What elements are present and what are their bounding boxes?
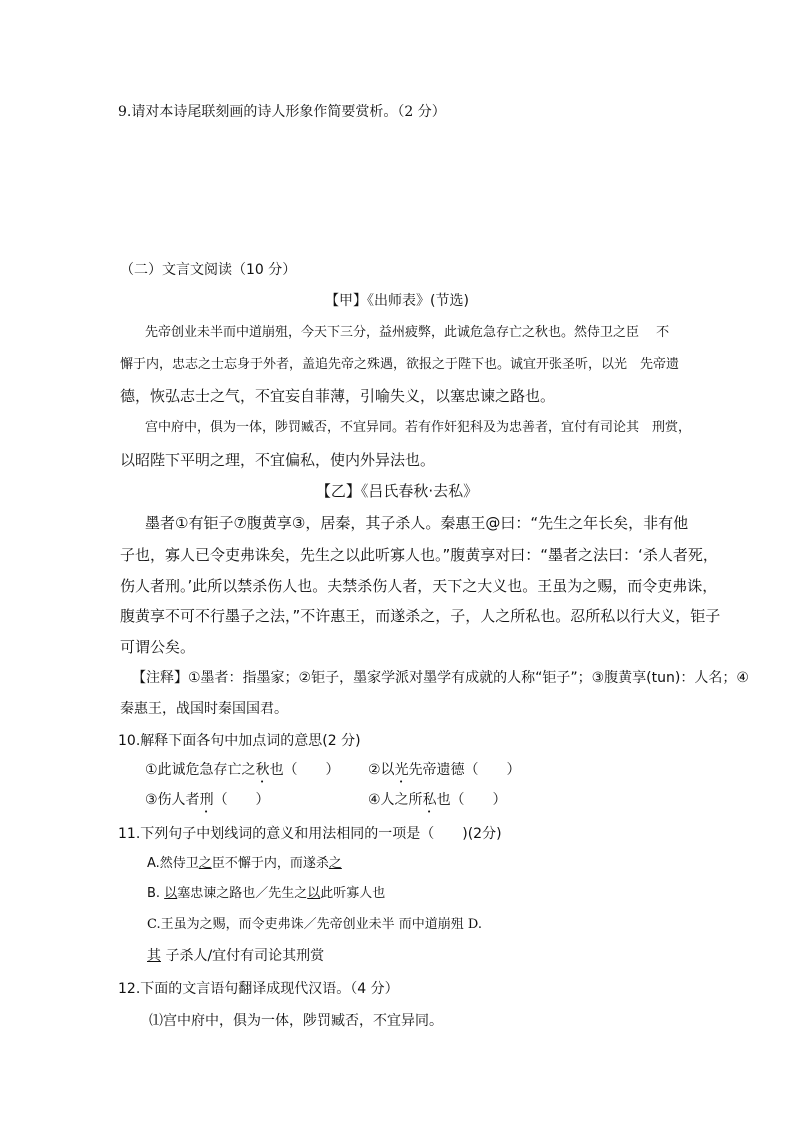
- passage-b-title: 【乙】《吕氏春秋·去私》: [315, 482, 479, 500]
- passage-b-line: 可谓公矣。: [120, 638, 196, 656]
- question-11-option-c: C.王虽为之赐，而令吏弗诛／先帝创业未半 而中道崩殂 D.: [147, 917, 482, 932]
- section-heading: （二）文言文阅读（10 分）: [120, 262, 297, 278]
- annotation-line: 秦惠王，战国时秦国国君。: [120, 701, 288, 717]
- question-12-stem: 12.下面的文言语句翻译成现代汉语。（4 分）: [118, 981, 399, 997]
- passage-a-title: 【甲】《出师表》(节选): [325, 293, 469, 309]
- passage-b-line: 伤人者刑。’此所以禁杀伤人也。夫禁杀伤人者，天下之大义也。王虽为之赐，而令吏弗诛，: [120, 577, 718, 595]
- passage-a-line: 宫中府中，俱为一体，陟罚臧否，不宜异同。若有作奸犯科及为忠善者，宜付有司论其 刑赏，: [145, 420, 692, 435]
- passage-a-line: 德，恢弘志士之气，不宜妄自菲薄，引喻失义，以塞忠谏之路也。: [120, 387, 556, 405]
- question-10-stem: 10.解释下面各句中加点词的意思(2 分): [118, 733, 361, 749]
- passage-b-line: 子也，寡人已令吏弗诛矣，先生之以此听寡人也。”腹黄享对曰：“墨者之法曰：‘杀人者死，: [120, 546, 718, 564]
- passage-a-line: 先帝创业未半而中道崩殂，今天下三分，益州疲弊，此诚危急存亡之秋也。然侍卫之臣 不: [145, 325, 670, 340]
- passage-a-line: 懈于内，忠志之士忘身于外者，盖追先帝之殊遇，欲报之于陛下也。诚宜开张圣听，以光 先帝遗: [120, 357, 680, 372]
- question-11-stem: 11.下列句子中划线词的意义和用法相同的一项是（ )(2分): [118, 826, 502, 842]
- passage-b-line: 腹黄享不可不行墨子之法，”不许惠王，而遂杀之，子，人之所私也。忍所私以行大义，钜子: [120, 607, 721, 625]
- question-12-item: ⑴宫中府中，俱为一体，陟罚臧否，不宜异同。: [149, 1013, 443, 1029]
- annotation-line: 【注释】①墨者：指墨家；②钜子，墨家学派对墨学有成就的人称“钜子”；③腹黄享(tun)：人名；④: [132, 670, 749, 686]
- question-11-option-d: 其 子杀人/宜付有司论其刑赏: [147, 948, 325, 964]
- question-10-item: ④人之所私也（ ）: [368, 792, 507, 808]
- question-10-item: ①此诚危急存亡之秋也（ ）: [145, 762, 340, 778]
- question-11-option-a: A.然侍卫之臣不懈于内，而遂杀之: [147, 856, 342, 871]
- question-10-item: ③伤人者刑（ ）: [145, 792, 270, 808]
- question-11-option-b: B. 以塞忠谏之路也／先生之以此听寡人也: [147, 886, 386, 901]
- question-9: 9.请对本诗尾联刻画的诗人形象作简要赏析。（2 分）: [118, 104, 446, 120]
- passage-a-line: 以昭陛下平明之理，不宜偏私，使内外异法也。: [120, 451, 436, 469]
- passage-b-line: 墨者①有钜子⑦腹黄享③，居秦，其子杀人。秦惠王@曰：“先生之年长矣，非有他: [145, 514, 689, 532]
- question-10-item: ②以光先帝遗德（ ）: [368, 762, 521, 778]
